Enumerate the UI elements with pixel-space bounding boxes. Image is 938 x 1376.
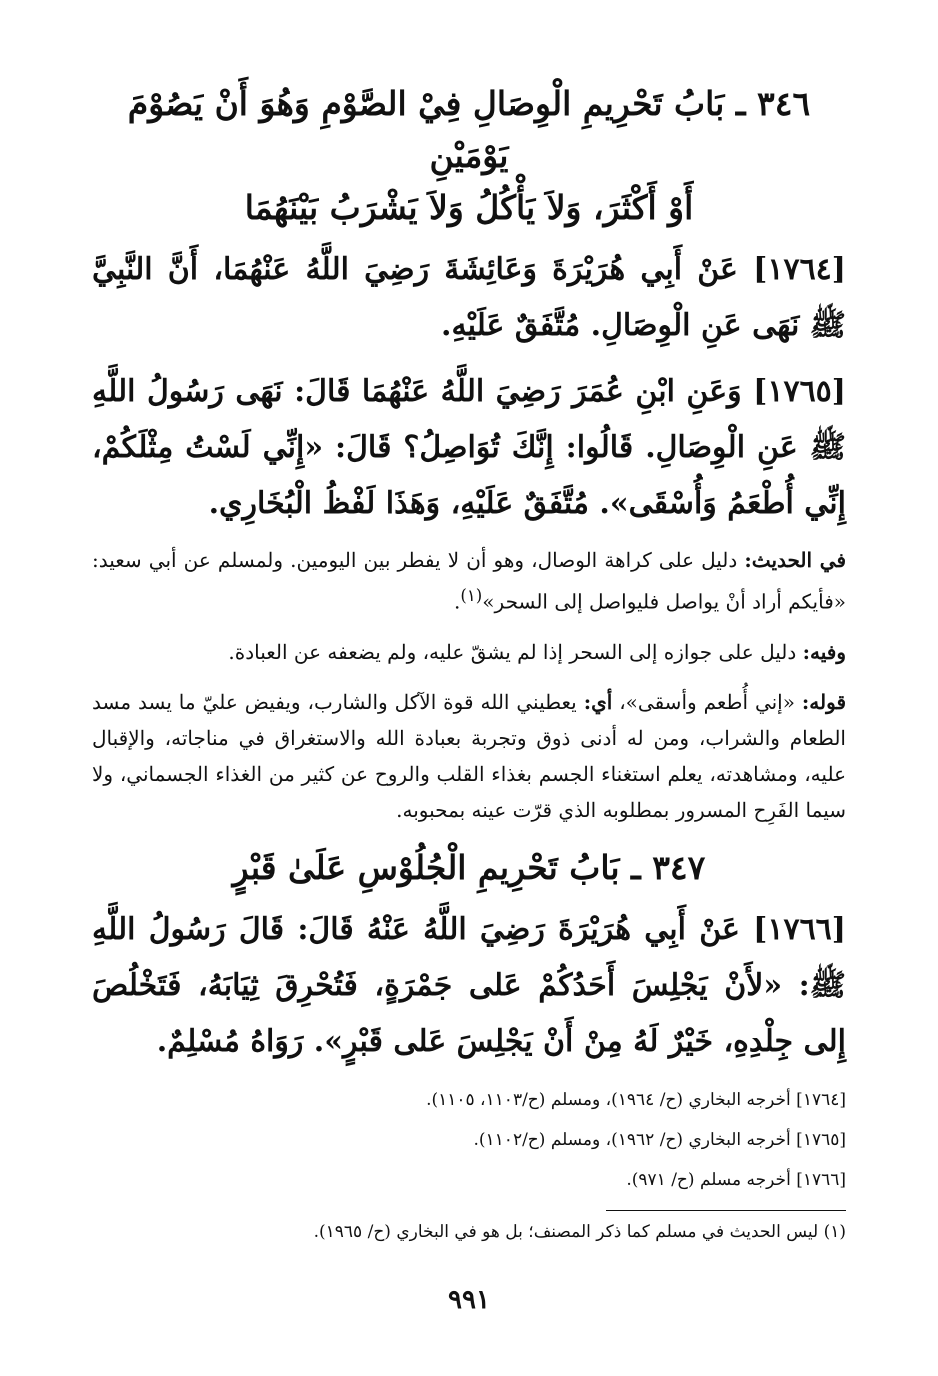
commentary-paragraph-2 <box>92 634 846 670</box>
commentary-lead: في الحديث: <box>744 548 847 572</box>
source-references <box>92 1080 846 1200</box>
commentary-text-2: يعطيني الله قوة الآكل والشارب، ويفيض عليّ ما يسد مسد الطعام والشراب، ومن له أدنى ذوق وتجربة بعبادة الله والاستغراق في مناجاته، والإقبال عليه، ومشاهدته، يعلم استغناء الجسم بغذاء القلب والروح عن كثير من الغذاء الجسماني، ولا سيما الفَرِح المسرور بمطلوبه الذي قرّت عينه بمحبوبه. <box>92 689 846 822</box>
commentary-end: . <box>453 589 461 614</box>
hadith-1765: [١٧٦٥] وَعَنِ ابْنِ عُمَرَ رَضِيَ اللَّهُ عَنْهُمَا قَالَ: نَهَى رَسُولُ اللَّهِ ﷺ عَنِ الْوِصَالِ. قَالُوا: إِنَّكَ تُوَاصِلُ؟ قَالَ: «إِنِّي لَسْتُ مِثْلَكُمْ، إِنِّي أُطْعَمُ وَأُسْقَى». مُتَّفَقٌ عَلَيْهِ، وَهَذَا لَفْظُ الْبُخَارِي. <box>92 374 846 521</box>
footnote-divider <box>606 1210 846 1211</box>
hadith-1766: [١٧٦٦] عَنْ أَبِي هُرَيْرَةَ رَضِيَ اللَّهُ عَنْهُ قَالَ: قَالَ رَسُولُ اللَّهِ ﷺ: «لأَنْ يَجْلِسَ أَحَدُكُمْ عَلى جَمْرَةٍ، فَتُحْرِقَ ثِيَابَهُ، فَتَخْلُصَ إِلى جِلْدِهِ، خَيْرٌ لَهُ مِنْ أَنْ يَجْلِسَ عَلى قَبْرٍ». رَوَاهُ مُسْلِمٌ. <box>92 911 846 1059</box>
reference-1766: [١٧٦٦] أخرجه مسلم (ح/ ٩٧١). <box>626 1169 846 1190</box>
commentary-paragraph-1 <box>92 542 846 620</box>
chapter-346-title-line1: ٣٤٦ ـ بَابُ تَحْرِيمِ الْوِصَالِ فِيْ الصَّوْمِ وَهُوَ أَنْ يَصُوْمَ يَوْمَيْنِ <box>127 84 811 175</box>
commentary-text: دليل على جوازه إلى السحر إذا لم يشقّ عليه، ولم يضعفه عن العبادة. <box>228 639 803 664</box>
commentary-lead: قوله: <box>801 689 846 714</box>
chapter-347-title: ٣٤٧ ـ بَابُ تَحْرِيمِ الْجُلُوْسِ عَلَىٰ قَبْرٍ <box>232 847 706 887</box>
page-number: ٩٩١ <box>448 1285 490 1315</box>
reference-1765: [١٧٦٥] أخرجه البخاري (ح/ ١٩٦٢)، ومسلم (ح/١١٠٢). <box>473 1129 846 1150</box>
commentary-lead: وفيه: <box>802 639 846 664</box>
reference-1764: [١٧٦٤] أخرجه البخاري (ح/ ١٩٦٤)، ومسلم (ح/١١٠٣، ١١٠٥). <box>426 1089 846 1110</box>
footnote-1: (١) ليس الحديث في مسلم كما ذكر المصنف؛ بل هو في البخاري (ح/ ١٩٦٥). <box>313 1221 846 1242</box>
commentary-paragraph-3 <box>92 684 846 828</box>
chapter-346-title-line2: أَوْ أَكْثَرَ، وَلاَ يَأْكُلُ وَلاَ يَشْرَبُ بَيْنَهُمَا <box>244 188 694 227</box>
hadith-1764: [١٧٦٤] عَنْ أَبِي هُرَيْرَةَ وَعَائِشَةَ رَضِيَ اللَّهُ عَنْهُمَا، أَنَّ النَّبِيَّ ﷺ نَهَى عَنِ الْوِصَالِ. مُتَّفَقٌ عَلَيْهِ. <box>92 252 846 343</box>
commentary-lead-2: أي: <box>583 689 613 714</box>
commentary-text: «إني أُطعم وأسقى»، <box>612 689 802 714</box>
chapter-346-title <box>92 78 846 234</box>
footnote-marker[interactable]: (١) <box>460 586 483 605</box>
commentary-text: دليل على كراهة الوصال، وهو أن لا يفطر بين اليومين. ولمسلم عن أبي سعيد: «فأيكم أراد أنْ يواصل فليواصل إلى السحر» <box>92 548 846 614</box>
